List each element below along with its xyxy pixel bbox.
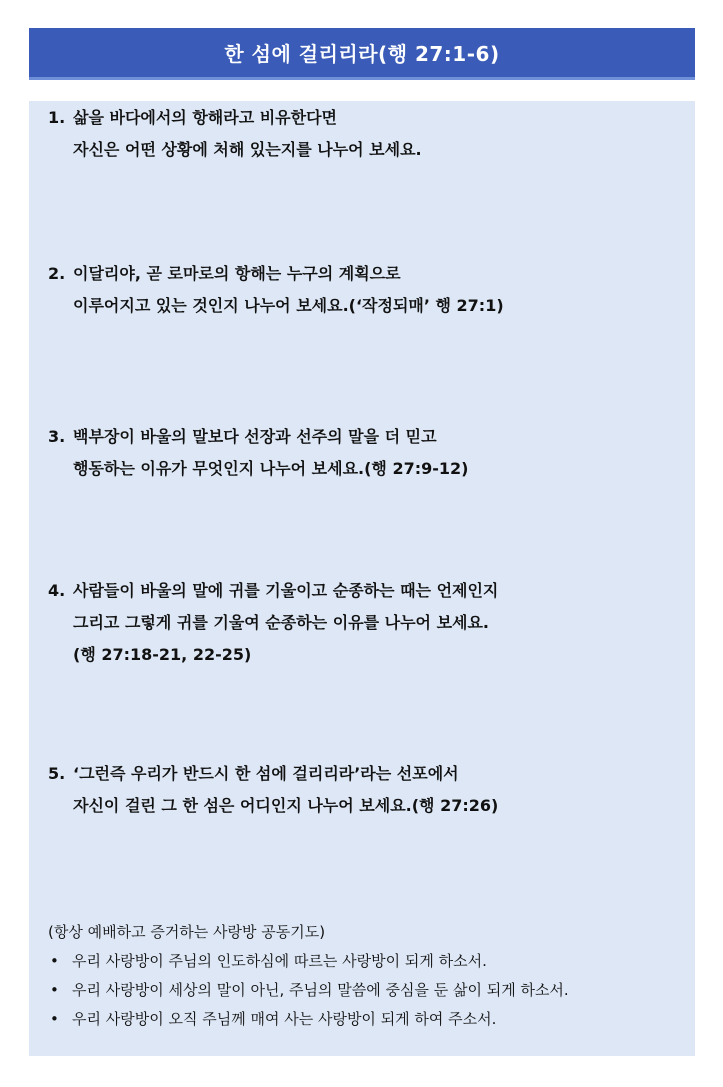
question-text: 자신은 어떤 상황에 처해 있는지를 나누어 보세요.: [73, 140, 422, 159]
page-title: 한 섬에 걸리리라(행 27:1-6): [224, 42, 500, 66]
question-text: 사람들이 바울의 말에 귀를 기울이고 순종하는 때는 언제인지: [73, 581, 499, 600]
question-2: [48, 258, 504, 322]
question-text: 그리고 그렇게 귀를 기울여 순종하는 이유를 나누어 보세요.: [73, 613, 490, 632]
question-text: 행동하는 이유가 무엇인지 나누어 보세요.(행 27:9-12): [73, 459, 469, 478]
bullet-icon: •: [50, 1010, 59, 1028]
question-text: (행 27:18-21, 22-25): [73, 645, 252, 664]
prayer-item: [48, 976, 569, 1005]
prayer-item: [48, 1005, 569, 1034]
question-number: 5.: [48, 764, 66, 783]
question-text: 자신이 걸린 그 한 섬은 어디인지 나누어 보세요.(행 27:26): [73, 796, 499, 815]
question-1: [48, 102, 422, 166]
question-text: ‘그런즉 우리가 반드시 한 섬에 걸리리라’라는 선포에서: [73, 764, 459, 783]
prayer-section: [48, 918, 569, 1034]
question-number: 3.: [48, 427, 66, 446]
title-banner: [29, 28, 695, 80]
prayer-item-text: 우리 사랑방이 오직 주님께 매여 사는 사랑방이 되게 하여 주소서.: [72, 1010, 497, 1028]
question-4: [48, 575, 498, 671]
bullet-icon: •: [50, 981, 59, 999]
question-3: [48, 421, 468, 485]
question-text: 삶을 바다에서의 항해라고 비유한다면: [73, 108, 338, 127]
question-number: 4.: [48, 581, 66, 600]
question-number: 1.: [48, 108, 66, 127]
bullet-icon: •: [50, 952, 59, 970]
question-number: 2.: [48, 264, 66, 283]
prayer-item: [48, 947, 569, 976]
question-text: 이달리야, 곧 로마로의 항해는 누구의 계획으로: [73, 264, 401, 283]
question-5: [48, 758, 498, 822]
question-text: 백부장이 바울의 말보다 선장과 선주의 말을 더 믿고: [73, 427, 437, 446]
question-text: 이루어지고 있는 것인지 나누어 보세요.(‘작정되매’ 행 27:1): [73, 296, 504, 315]
prayer-item-text: 우리 사랑방이 세상의 말이 아닌, 주님의 말씀에 중심을 둔 삶이 되게 하소서.: [72, 981, 569, 999]
prayer-heading: (항상 예배하고 증거하는 사랑방 공동기도): [48, 923, 326, 941]
prayer-item-text: 우리 사랑방이 주님의 인도하심에 따르는 사랑방이 되게 하소서.: [72, 952, 487, 970]
